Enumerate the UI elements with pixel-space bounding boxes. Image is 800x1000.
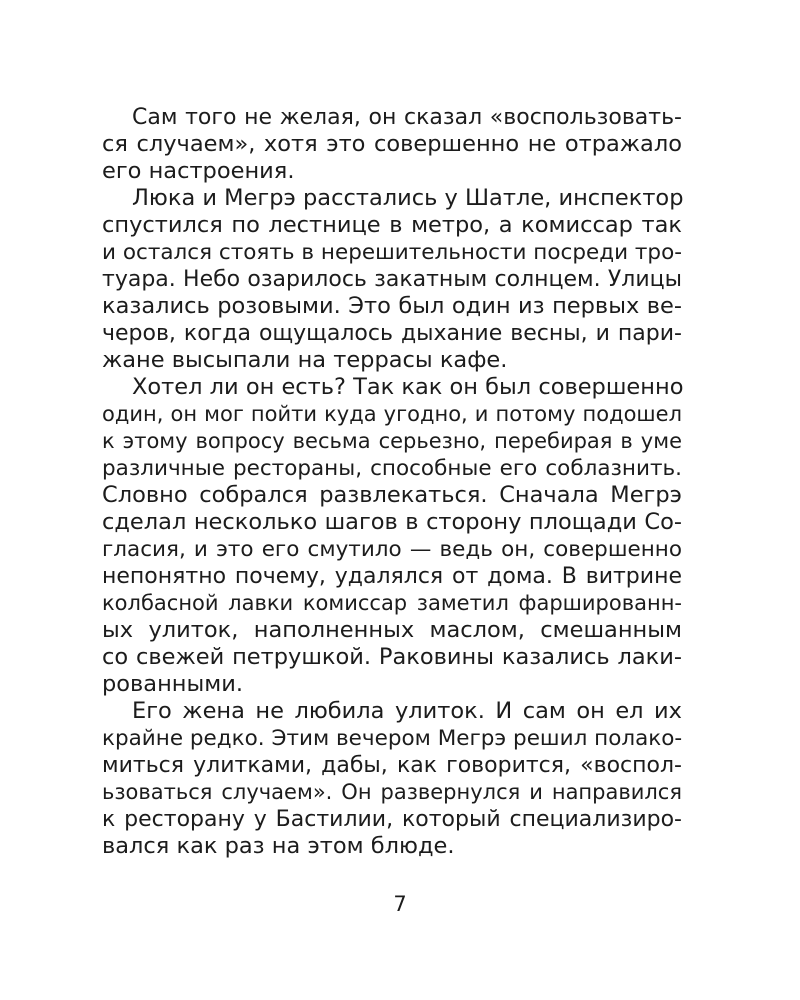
text-line: Хотел ли он есть? Так как он был совершенно: [132, 374, 684, 400]
text-line: казались розовыми. Это был один из первых ве-: [102, 293, 682, 319]
body-text: [102, 104, 682, 860]
paragraph-1: [102, 104, 682, 185]
paragraph-4: [102, 698, 682, 860]
text-line: и остался стоять в нерешительности посреди тро-: [102, 240, 682, 265]
text-line: Люка и Мегрэ расстались у Шатле, инспектор: [132, 185, 684, 211]
text-line: жане высыпали на террасы кафе.: [102, 347, 508, 373]
text-line: Сам того не желая, он сказал «воспользовать-: [132, 105, 682, 130]
text-line: туара. Небо озарилось закатным солнцем. Улицы: [102, 267, 682, 292]
paragraph-2: [102, 185, 682, 374]
text-line: ся случаем», хотя это совершенно не отражало: [102, 131, 682, 157]
text-line: рованными.: [102, 671, 244, 697]
paragraph-3: [102, 374, 682, 698]
text-line: Его жена не любила улиток. И сам он ел их: [132, 698, 682, 724]
text-line: ьзоваться случаем». Он развернулся и направился: [102, 780, 682, 804]
text-line: к этому вопросу весьма серьезно, перебирая в уме: [102, 429, 682, 453]
text-line: со свежей петрушкой. Раковины казались лаки-: [102, 644, 682, 670]
text-line: к ресторану у Бастилии, который специализиро-: [102, 807, 682, 832]
text-line: вался как раз на этом блюде.: [102, 833, 455, 859]
text-line: спустился по лестнице в метро, а комиссар так: [102, 212, 682, 238]
text-line: непонятно почему, удалялся от дома. В витрине: [102, 564, 682, 589]
text-line: один, он мог пойти куда угодно, и потому подошел: [102, 402, 682, 426]
text-line: крайне редко. Этим вечером Мегрэ решил полако-: [102, 726, 683, 751]
text-line: гласия, и это его смутило — ведь он, совершенно: [102, 537, 682, 562]
text-line: Словно собрался развлекаться. Сначала Мегрэ: [102, 482, 682, 508]
text-line: различные рестораны, способные его соблазнить.: [102, 456, 682, 481]
text-line: сделал несколько шагов в сторону площади Со-: [102, 509, 682, 535]
text-line: его настроения.: [102, 158, 295, 184]
text-line: черов, когда ощущалось дыхание весны, и пари-: [102, 321, 682, 346]
page-number: 7: [393, 892, 407, 916]
text-line: ых улиток, наполненных маслом, смешанным: [102, 617, 682, 643]
text-line: колбасной лавки комиссар заметил фаршированн-: [102, 591, 682, 615]
text-line: миться улитками, дабы, как говорится, «воспол-: [102, 753, 682, 778]
